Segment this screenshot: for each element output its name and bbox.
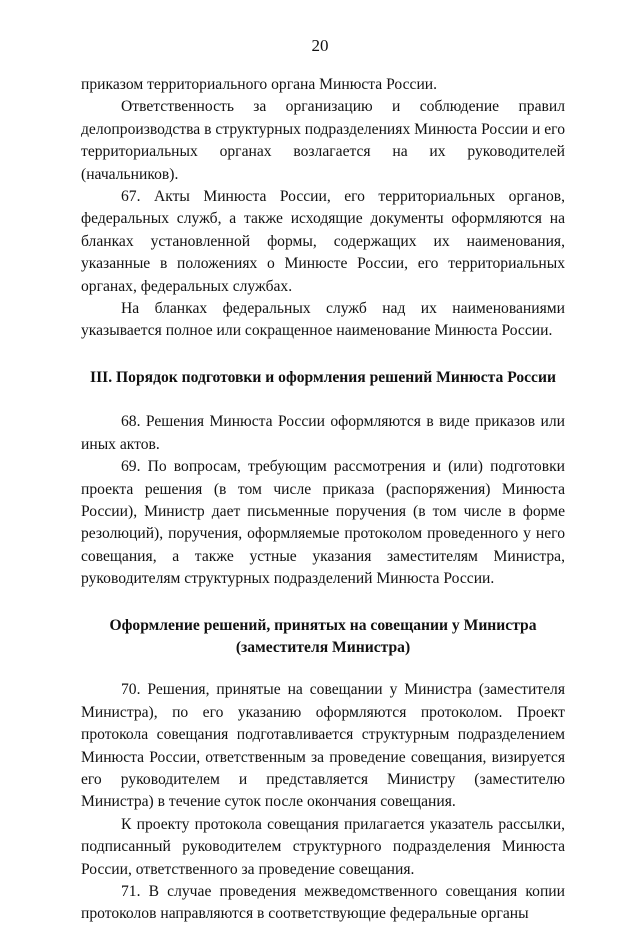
paragraph-responsibility: Ответственность за организацию и соблюдение правил делопроизводства в структурных подразделениях Минюста России и его территориальных органах возлагается на их руководителей (начальников). (81, 98, 565, 183)
paragraph-continuation: приказом территориального органа Минюста России. (81, 76, 438, 93)
paragraph-item-69: 69. По вопросам, требующим рассмотрения и (или) подготовки проекта решения (в том числе приказа (распоряжения) Минюста России), Министр дает письменные поручения (в том числе в форме резолюций), поручения, оформляемые протоколом проведенного у него совещания, а также устные указания заместителям Министра, руководителям структурных подразделений Минюста России. (81, 458, 565, 588)
paragraph-item-68: 68. Решения Минюста России оформляются в виде приказов или иных актов. (81, 413, 565, 453)
paragraph-item-70: 70. Решения, принятые на совещании у Министра (заместителя Министра), по его указанию оформляются протоколом. Проект протокола совещания подготавливается структурным подразделением Минюста России, ответственным за проведение совещания, визируется его руководителем и представляется Министру (заместителю Министра) в течение суток после окончания совещания. (81, 681, 565, 811)
section-heading: III. Порядок подготовки и оформления решений Минюста России (90, 368, 556, 386)
paragraph-distribution-list: К проекту протокола совещания прилагается указатель рассылки, подписанный руководителем структурного подразделения Минюста России, ответственного за проведение совещания. (81, 815, 565, 878)
subsection-heading-line-2: (заместителя Министра) (235, 638, 411, 656)
paragraph-blanks: На бланках федеральных служб над их наименованиями указывается полное или сокращенное наименование Минюста России. (81, 300, 565, 340)
document-body (81, 74, 565, 926)
paragraph-item-67: 67. Акты Минюста России, его территориальных органов, федеральных служб, а также исходящие документы оформляются на бланках установленной формы, содержащих их наименования, указанные в положениях о Минюсте России, его территориальных органах, федеральных службах. (81, 188, 565, 295)
paragraph-item-71: 71. В случае проведения межведомственного совещания копии протоколов направляются в соответствующие федеральные органы (81, 883, 565, 923)
page-number: 20 (311, 36, 329, 55)
subsection-heading-line-1: Оформление решений, принятых на совещании у Министра (109, 616, 537, 634)
